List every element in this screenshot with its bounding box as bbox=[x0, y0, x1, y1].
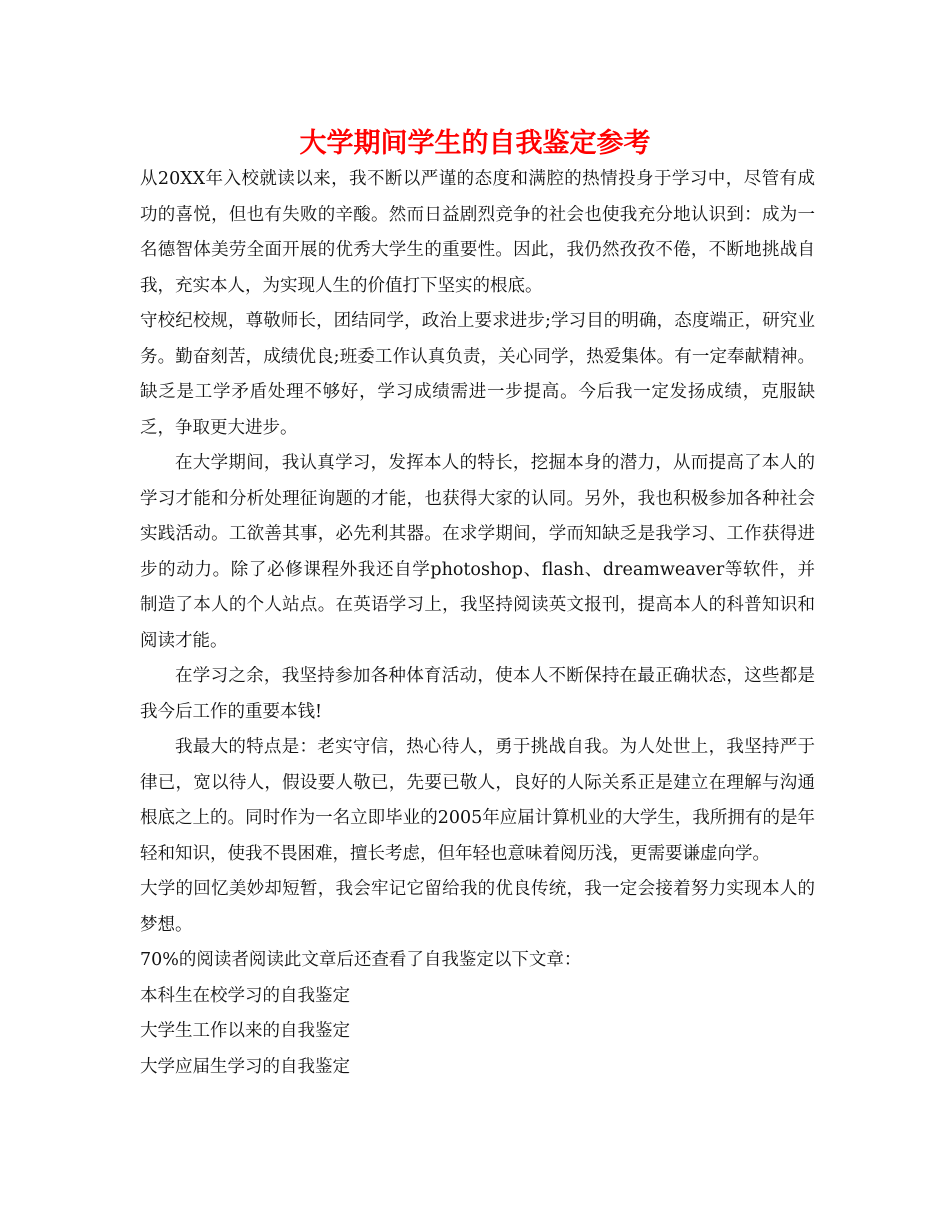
document-title: 大学期间学生的自我鉴定参考 bbox=[299, 128, 651, 159]
related-article-link[interactable]: 本科生在校学习的自我鉴定 bbox=[140, 985, 350, 1006]
paragraph-character: 我最大的特点是：老实守信，热心待人，勇于挑战自我。为人处世上，我坚持严于律已，宽以待人，假设要人敬已，先要已敬人，良好的人际关系正是建立在理解与沟通根底之上的。同时作为一名立即毕业的2005年应届计算机业的大学生，我所拥有的是年轻和知识，使我不畏困难，擅长考虑，但年轻也意味着阅历浅，更需要谦虚向学。 bbox=[140, 737, 815, 864]
document-body bbox=[140, 162, 815, 1085]
related-article-link[interactable]: 大学生工作以来的自我鉴定 bbox=[140, 1021, 350, 1041]
paragraph-intro: 从20XX年入校就读以来，我不断以严谨的态度和满腔的热情投身于学习中，尽管有成功的喜悦，但也有失败的辛酸。然而日益剧烈竞争的社会也使我充分地认识到：成为一名德智体美劳全面开展的优秀大学生的重要性。因此，我仍然孜孜不倦，不断地挑战自我，充实本人，为实现人生的价值打下坚实的根底。 bbox=[140, 169, 815, 296]
related-article-link[interactable]: 大学应届生学习的自我鉴定 bbox=[140, 1056, 350, 1077]
paragraph-closing: 大学的回忆美妙却短暂，我会牢记它留给我的优良传统，我一定会接着努力实现本人的梦想。 bbox=[140, 879, 815, 935]
paragraph-sports: 在学习之余，我坚持参加各种体育活动，使本人不断保持在最正确状态，这些都是我今后工作的重要本钱! bbox=[140, 666, 815, 722]
paragraph-conduct: 守校纪校规，尊敬师长，团结同学，政治上要求进步;学习目的明确，态度端正，研究业务。勤奋刻苦，成绩优良;班委工作认真负责，关心同学，热爱集体。有一定奉献精神。缺乏是工学矛盾处理不够好，学习成绩需进一步提高。今后我一定发扬成绩，克服缺乏，争取更大进步。 bbox=[140, 311, 815, 438]
related-articles-intro: 70%的阅读者阅读此文章后还查看了自我鉴定以下文章： bbox=[140, 950, 582, 970]
paragraph-study: 在大学期间，我认真学习，发挥本人的特长，挖掘本身的潜力，从而提高了本人的学习才能和分析处理征询题的才能，也获得大家的认同。另外，我也积极参加各种社会实践活动。工欲善其事，必先利其器。在求学期间，学而知缺乏是我学习、工作获得进步的动力。除了必修课程外我还自学photoshop、flash、dreamweaver等软件，并制造了本人的个人站点。在英语学习上，我坚持阅读英文报刊，提高本人的科普知识和阅读才能。 bbox=[140, 453, 815, 651]
